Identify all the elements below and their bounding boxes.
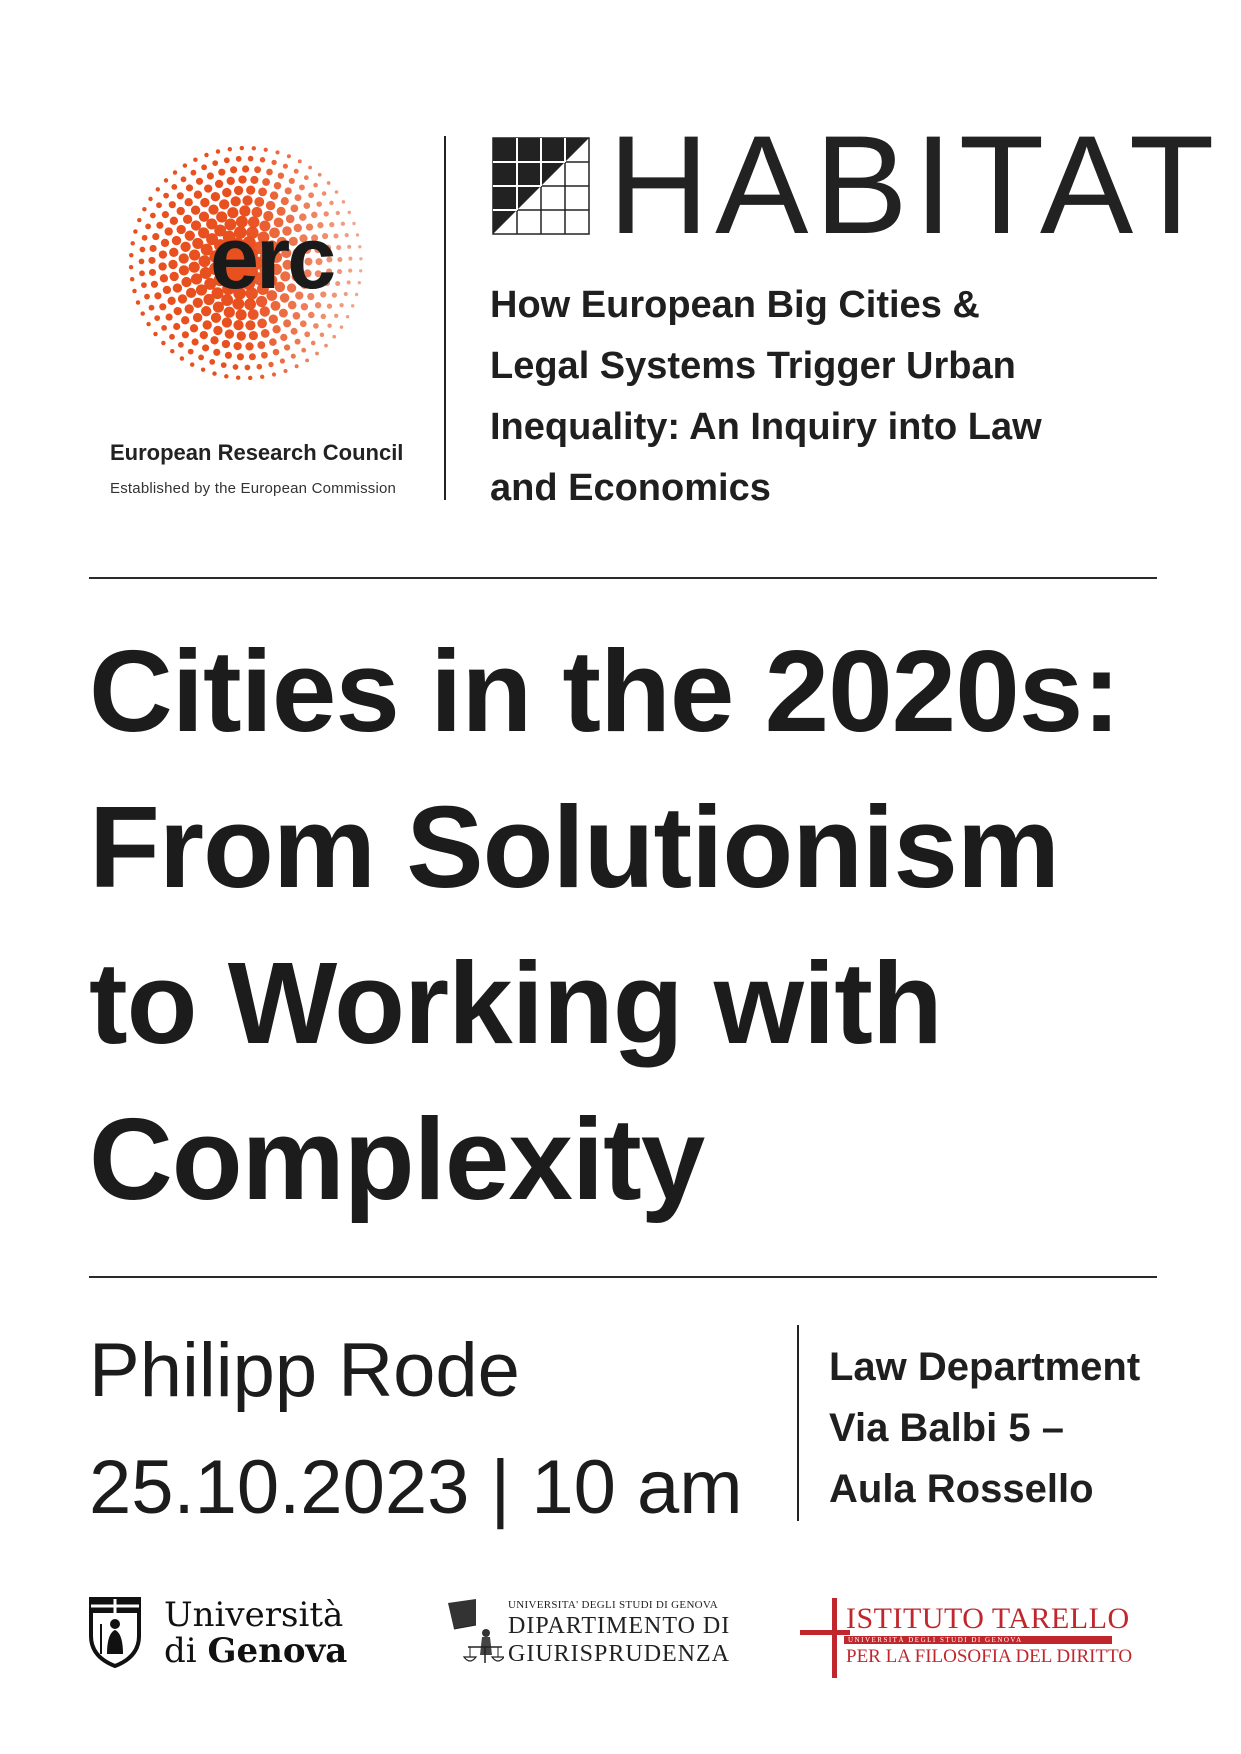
erc-dot [257, 364, 263, 370]
erc-dot [201, 367, 205, 371]
erc-dot [237, 331, 246, 340]
erc-dot [225, 352, 232, 359]
erc-dot [222, 188, 231, 197]
erc-dot [224, 157, 230, 163]
erc-dot [280, 334, 287, 341]
erc-dot [151, 281, 158, 288]
erc-dot [154, 315, 160, 321]
event-date-time: 25.10.2023 | 10 am [89, 1445, 743, 1530]
erc-dot [200, 198, 209, 207]
erc-dot [136, 300, 140, 304]
erc-dot [177, 192, 184, 199]
unige-name-line2 [164, 1632, 347, 1670]
erc-dot [284, 344, 290, 350]
erc-dot [275, 150, 279, 154]
erc-dot [137, 218, 141, 222]
erc-dot [202, 344, 209, 351]
erc-dot [221, 362, 227, 368]
dipartimento-logo [446, 1597, 731, 1677]
habitat-description: How European Big Cities & Legal Systems Trigger Urban Inequality: An Inquiry into Law and Economics [490, 284, 1042, 509]
erc-dot [294, 169, 299, 174]
erc-dot [321, 314, 326, 319]
erc-dot [192, 238, 203, 249]
erc-dot [245, 320, 255, 330]
habitat-wordmark: HABITAT [608, 106, 1221, 263]
habitat-grid-icon [492, 137, 590, 235]
erc-dot [348, 257, 352, 261]
erc-dot [224, 307, 235, 318]
erc-dot [148, 197, 152, 201]
erc-dot [227, 177, 235, 185]
erc-dot [174, 307, 182, 315]
erc-dot [345, 233, 349, 237]
erc-dot [341, 222, 345, 226]
erc-dot [340, 325, 344, 329]
erc-dot [144, 294, 150, 300]
erc-dot [333, 233, 338, 238]
erc-dot [339, 303, 343, 307]
erc-dot [225, 329, 234, 338]
erc-dot [257, 319, 267, 329]
erc-dot [191, 206, 200, 215]
erc-dot [236, 156, 242, 162]
erc-dot [169, 201, 176, 208]
tarello-band-text: UNIVERSITÀ DEGLI STUDI DI GENOVA [848, 1636, 1023, 1644]
erc-dot [295, 194, 302, 201]
erc-dot [154, 292, 161, 299]
erc-dot [181, 176, 187, 182]
erc-dot [300, 320, 307, 327]
erc-dot [242, 165, 249, 172]
erc-dot [322, 191, 327, 196]
erc-dot [308, 166, 312, 170]
erc-dot [283, 369, 287, 373]
erc-dot [260, 375, 264, 379]
erc-dot [336, 211, 340, 215]
unige-name-line1: Università [164, 1595, 344, 1635]
erc-dot [199, 255, 211, 267]
erc-dot [358, 281, 361, 284]
erc-dot [209, 359, 215, 365]
erc-dot [283, 319, 291, 327]
erc-dot [159, 250, 167, 258]
dipartimento-university: UNIVERSITA' DEGLI STUDI DI GENOVA [508, 1599, 718, 1611]
erc-dot [179, 265, 189, 275]
erc-dot [260, 157, 266, 163]
erc-dot [316, 201, 322, 207]
erc-dot [180, 242, 190, 252]
erc-name: European Research Council [110, 440, 404, 465]
erc-dot [204, 184, 212, 192]
erc-dot [158, 262, 166, 270]
erc-dot [193, 157, 197, 161]
erc-dot [262, 178, 270, 186]
erc-dot [149, 269, 156, 276]
erc-dot [242, 195, 252, 205]
erc-dot [264, 148, 268, 152]
erc-dot [280, 358, 285, 363]
erc-dot [359, 257, 362, 260]
erc-dot [132, 289, 136, 293]
erc-dot [313, 183, 318, 188]
erc-dot [293, 312, 301, 320]
erc-dot [186, 184, 193, 191]
justice-scales-icon [446, 1597, 504, 1669]
erc-logo [118, 128, 388, 408]
event-venue: Law Department Via Balbi 5 – Aula Rossello [829, 1345, 1141, 1511]
event-title: Cities in the 2020s: From Solutionism to Working with Complexity [89, 626, 1120, 1224]
erc-dot [160, 274, 168, 282]
erc-dot [173, 323, 180, 330]
erc-dot [133, 229, 137, 233]
unige-line2-bold: Genova [207, 1631, 348, 1671]
erc-dot [258, 187, 267, 196]
erc-dot [249, 353, 256, 360]
erc-dot [348, 211, 351, 214]
tarello-subtitle: PER LA FILOSOFIA DEL DIRITTO [846, 1646, 1133, 1667]
erc-dot [234, 186, 243, 195]
erc-dot [188, 349, 194, 355]
erc-dot [222, 317, 232, 327]
erc-dot [245, 365, 251, 371]
erc-dot [308, 192, 314, 198]
erc-dot [335, 190, 339, 194]
erc-dot [164, 178, 168, 182]
erc-logo-text: erc [210, 208, 334, 307]
erc-dot [139, 259, 145, 265]
erc-dot [274, 182, 281, 189]
erc-dot [156, 187, 160, 191]
erc-dot [272, 372, 276, 376]
erc-dot [257, 341, 265, 349]
erc-dot [213, 349, 220, 356]
tarello-name: ISTITUTO TARELLO [846, 1602, 1130, 1635]
erc-dot [199, 212, 209, 222]
erc-dot [298, 159, 302, 163]
erc-dot [207, 172, 214, 179]
erc-dot [287, 154, 291, 158]
erc-dot [359, 269, 362, 272]
erc-dot [273, 349, 280, 356]
erc-dot [347, 280, 351, 284]
erc-dot [163, 286, 171, 294]
erc-dot [304, 331, 310, 337]
erc-dot [142, 235, 148, 241]
erc-dot [248, 309, 259, 320]
erc-dot [161, 341, 165, 345]
erc-dot [142, 207, 146, 211]
erc-dot [159, 303, 166, 310]
erc-dot [218, 169, 225, 176]
erc-dot [270, 191, 278, 199]
erc-dot [254, 197, 264, 207]
erc-dot [181, 316, 189, 324]
erc-dot [201, 164, 207, 170]
erc-dot [183, 215, 192, 224]
erc-dot [252, 146, 256, 150]
erc-dot [344, 292, 348, 296]
erc-dot [193, 298, 203, 308]
erc-dot [165, 227, 173, 235]
erc-dot [236, 309, 247, 320]
erc-dot [250, 176, 258, 184]
erc-dot [269, 315, 278, 324]
erc-dot [167, 297, 175, 305]
erc-dot [285, 187, 292, 194]
erc-dot [248, 376, 252, 380]
erc-dot [180, 356, 184, 360]
erc-dot [149, 305, 155, 311]
erc-dot [222, 340, 230, 348]
erc-dot [141, 282, 147, 288]
dipartimento-name-line2: GIURISPRUDENZA [508, 1641, 731, 1667]
erc-dot [193, 313, 202, 322]
erc-dot [156, 202, 162, 208]
erc-dot [212, 160, 218, 166]
erc-dot [269, 338, 277, 346]
erc-dot [261, 352, 268, 359]
erc-dot [172, 236, 181, 245]
erc-dot [200, 331, 208, 339]
erc-dot [351, 304, 354, 307]
erc-subtitle: Established by the European Commission [110, 480, 397, 497]
erc-dot [139, 270, 145, 276]
erc-dot [237, 353, 244, 360]
erc-dot [168, 260, 177, 269]
erc-dot [337, 257, 342, 262]
erc-dot [272, 325, 280, 333]
erc-dot [281, 197, 289, 205]
unige-logo [88, 1596, 368, 1676]
erc-dot [233, 320, 243, 330]
erc-dot [181, 277, 191, 287]
erc-dot [299, 184, 305, 190]
erc-dot [324, 344, 328, 348]
erc-dot [173, 283, 182, 292]
erc-dot [216, 149, 220, 153]
erc-dot [129, 253, 133, 257]
erc-dot [178, 342, 184, 348]
erc-dot [355, 293, 358, 296]
erc-dot [238, 175, 246, 183]
erc-dot [291, 354, 296, 359]
erc-dot [311, 341, 316, 346]
erc-dot [150, 245, 157, 252]
erc-dot [342, 200, 346, 204]
erc-dot [182, 331, 189, 338]
erc-dot [162, 211, 169, 218]
erc-dot [198, 355, 204, 361]
erc-dot [279, 309, 288, 318]
erc-dot [177, 207, 185, 215]
erc-dot [304, 175, 309, 180]
erc-dot [334, 314, 338, 318]
erc-dot [358, 245, 361, 248]
erc-dot [233, 364, 239, 370]
erc-dot [148, 257, 155, 264]
unige-shield-icon [88, 1596, 142, 1668]
erc-dot [189, 250, 200, 261]
speaker-name: Philipp Rode [89, 1328, 520, 1413]
erc-dot [169, 334, 175, 340]
erc-dot [332, 335, 336, 339]
erc-dot [271, 160, 276, 165]
erc-dot [170, 349, 174, 353]
erc-dot [190, 324, 198, 332]
erc-dot [140, 311, 144, 315]
erc-dot [191, 220, 201, 230]
erc-dot [261, 329, 270, 338]
erc-dot [170, 272, 179, 281]
erc-dot [291, 328, 298, 335]
erc-dot [336, 245, 341, 250]
erc-dot [295, 364, 299, 368]
erc-dot [185, 198, 193, 206]
erc-dot [161, 239, 169, 247]
erc-dot [295, 339, 301, 345]
venue-divider [797, 1325, 799, 1521]
unige-line2-prefix: di [164, 1631, 208, 1671]
erc-dot [183, 163, 187, 167]
erc-dot [191, 170, 197, 176]
erc-dot [337, 269, 342, 274]
erc-dot [173, 170, 177, 174]
erc-dot [163, 193, 169, 199]
erc-dot [246, 186, 255, 195]
erc-dot [196, 178, 203, 185]
erc-dot [301, 348, 306, 353]
erc-dot [146, 322, 150, 326]
erc-dot [268, 362, 273, 367]
erc-dot [356, 233, 359, 236]
header-divider [444, 136, 446, 500]
istituto-tarello-logo [800, 1598, 1133, 1678]
erc-dot [194, 191, 202, 199]
erc-dot [179, 253, 189, 263]
erc-dot [166, 314, 173, 321]
erc-dot [185, 304, 194, 313]
erc-dot [327, 323, 331, 327]
title-bottom-rule [89, 1276, 1157, 1278]
erc-dot [189, 262, 200, 273]
erc-dot [305, 358, 309, 362]
erc-dot [266, 169, 273, 176]
erc-dot [228, 147, 232, 151]
erc-dot [145, 224, 151, 230]
erc-dot [204, 153, 208, 157]
erc-dot [177, 225, 186, 234]
erc-dot [191, 273, 202, 284]
erc-dot [201, 306, 211, 316]
erc-dot [130, 277, 134, 281]
erc-dot [313, 323, 319, 329]
erc-dot [129, 265, 133, 269]
erc-dot [254, 166, 261, 173]
erc-dot [153, 332, 157, 336]
erc-dot [352, 222, 355, 225]
erc-dot [156, 222, 163, 229]
erc-dot [212, 371, 216, 375]
erc-dot [318, 173, 322, 177]
erc-dot [140, 247, 146, 253]
erc-dot [233, 342, 241, 350]
erc-dot [192, 338, 199, 345]
erc-dot [230, 166, 237, 173]
erc-dot [236, 375, 240, 379]
erc-dot [329, 201, 333, 205]
erc-dot [315, 352, 319, 356]
erc-dot [185, 231, 195, 241]
erc-dot [248, 156, 254, 162]
erc-dot [249, 331, 258, 340]
erc-dot [289, 178, 295, 184]
red-cross-icon [800, 1598, 850, 1678]
title-top-rule [89, 577, 1157, 579]
erc-dot [245, 342, 253, 350]
erc-dot [161, 325, 167, 331]
erc-dot [231, 196, 241, 206]
erc-dot [224, 374, 228, 378]
erc-dot [130, 241, 134, 245]
erc-dot [335, 281, 340, 286]
erc-dot [346, 315, 349, 318]
erc-dot [152, 233, 159, 240]
erc-dot [215, 180, 223, 188]
erc-dot [283, 164, 288, 169]
erc-dot [186, 288, 196, 298]
erc-dot [210, 336, 218, 344]
erc-dot [178, 294, 187, 303]
erc-dot [320, 333, 325, 338]
erc-dot [213, 326, 222, 335]
erc-dot [278, 173, 284, 179]
erc-dot [150, 213, 156, 219]
erc-dot [240, 146, 244, 150]
erc-dot [203, 320, 212, 329]
erc-dot [211, 313, 221, 323]
erc-dot [348, 269, 352, 273]
erc-dot [196, 284, 207, 295]
dipartimento-name-line1: DIPARTIMENTO DI [508, 1613, 731, 1639]
erc-dot [211, 192, 220, 201]
erc-dot [190, 362, 194, 366]
erc-dot [171, 184, 177, 190]
erc-dot [260, 306, 270, 316]
erc-dot [308, 312, 315, 319]
erc-dot [169, 248, 178, 257]
erc-dot [170, 217, 178, 225]
erc-dot [347, 245, 351, 249]
erc-dot [327, 181, 331, 185]
